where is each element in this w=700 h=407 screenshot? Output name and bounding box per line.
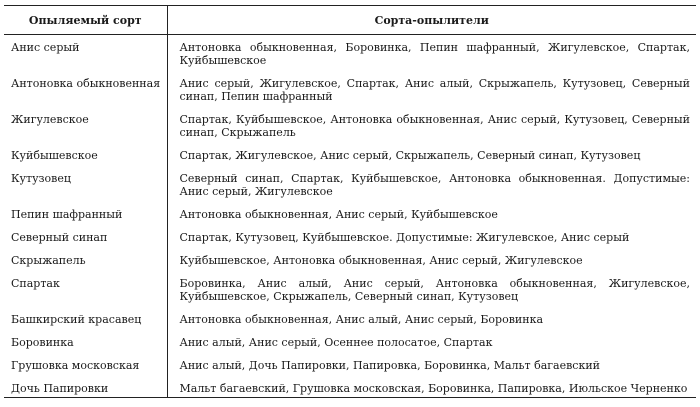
table-header [4, 6, 696, 35]
variety-cell: Башкирский красавец [4, 307, 167, 330]
variety-cell: Скрыжапель [4, 248, 167, 271]
pollinators-cell: Куйбышевское, Антоновка обыкновенная, Анис серый, Жигулевское [179, 254, 583, 267]
variety-cell: Боровинка [4, 330, 167, 353]
table-row [4, 330, 696, 353]
pollinators-cell: Анис серый, Жигулевское, Спартак, Анис алый, Скрыжапель, Кутузовец, Северный синап, Пепин шафранный [179, 77, 690, 103]
table-row [4, 71, 696, 107]
table-row [4, 376, 696, 398]
pollinators-cell: Северный синап, Спартак, Куйбышевское, Антоновка обыкновенная. Допустимые: Анис серый, Жигулевское [179, 172, 690, 198]
variety-cell: Куйбышевское [4, 143, 167, 166]
table-row [4, 166, 696, 202]
pollinators-cell: Спартак, Кутузовец, Куйбышевское. Допустимые: Жигулевское, Анис серый [179, 231, 630, 244]
variety-cell: Дочь Папировки [4, 376, 167, 398]
table-body [4, 35, 696, 398]
header-pollinators: Сорта-опылители [167, 6, 696, 35]
header-row [4, 6, 696, 35]
table-row [4, 202, 696, 225]
pollinators-cell: Антоновка обыкновенная, Анис серый, Куйбышевское [179, 208, 498, 221]
variety-cell: Жигулевское [4, 107, 167, 143]
pollinators-cell: Мальт багаевский, Грушовка московская, Боровинка, Папировка, Июльское Черненко [167, 376, 696, 398]
variety-cell: Спартак [4, 271, 167, 307]
pollinators-cell: Антоновка обыкновенная, Боровинка, Пепин шафранный, Жигулевское, Спартак, Куйбышевское [179, 41, 690, 67]
pollinators-cell: Спартак, Куйбышевское, Антоновка обыкновенная, Анис серый, Кутузовец, Северный синап, Скрыжапель [179, 113, 690, 139]
table-row [4, 353, 696, 376]
table-row [4, 35, 696, 72]
pollinators-cell: Анис алый, Анис серый, Осеннее полосатое, Спартак [179, 336, 493, 349]
header-variety: Опыляемый сорт [4, 6, 167, 35]
variety-cell: Пепин шафранный [4, 202, 167, 225]
table-row [4, 248, 696, 271]
pollinators-cell: Антоновка обыкновенная, Анис алый, Анис серый, Боровинка [179, 313, 544, 326]
variety-cell: Антоновка обыкновенная [4, 71, 167, 107]
table-row [4, 307, 696, 330]
table-row [4, 143, 696, 166]
variety-cell: Грушовка московская [4, 353, 167, 376]
variety-cell: Кутузовец [4, 166, 167, 202]
pollination-table [4, 5, 696, 398]
pollinators-cell: Спартак, Жигулевское, Анис серый, Скрыжапель, Северный синап, Кутузовец [179, 149, 641, 162]
pollinators-cell: Боровинка, Анис алый, Анис серый, Антоновка обыкновенная, Жигулевское, Куйбышевское, Скрыжапель, Северный синап, Кутузовец [179, 277, 690, 303]
table-row [4, 107, 696, 143]
table-row [4, 271, 696, 307]
variety-cell: Северный синап [4, 225, 167, 248]
variety-cell: Анис серый [4, 35, 167, 72]
pollinators-cell: Анис алый, Дочь Папировки, Папировка, Боровинка, Мальт багаевский [179, 359, 601, 372]
table-row [4, 225, 696, 248]
